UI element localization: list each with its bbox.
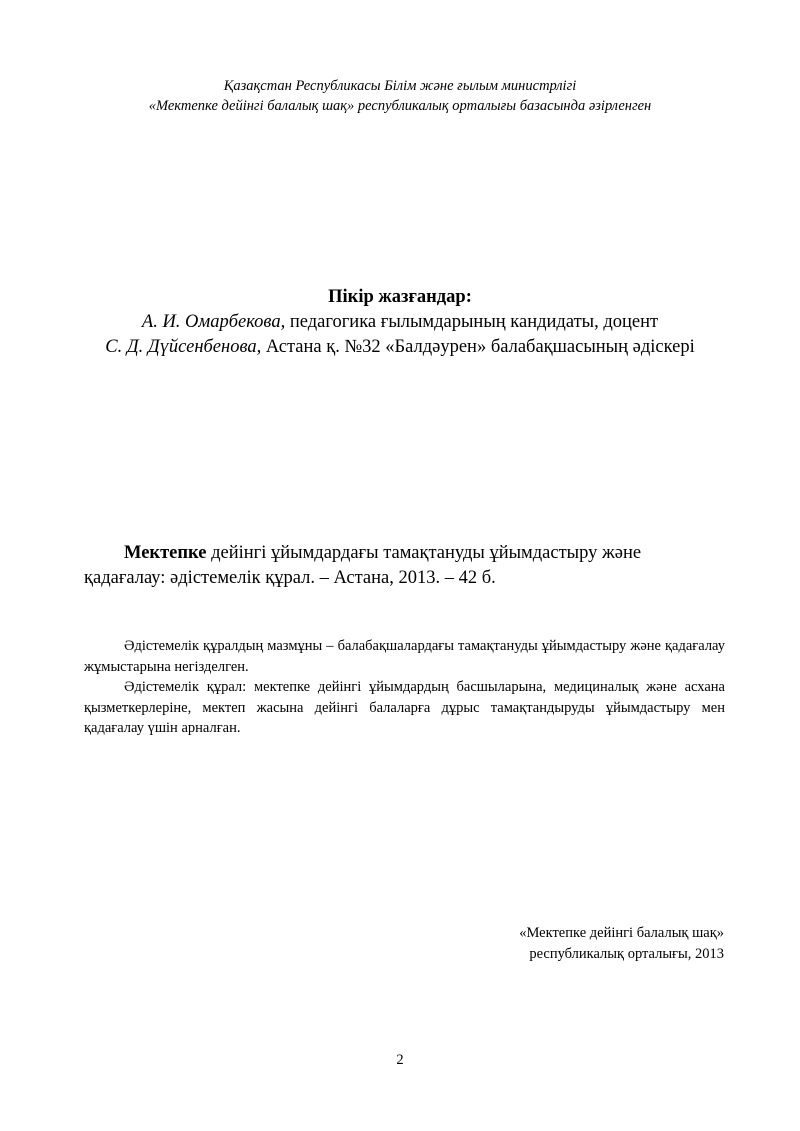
annotation-paragraph: Әдістемелік құралдың мазмұны – балабақшалардағы тамақтануды ұйымдастыру және қадағалау жұмыстарына негізделген.: [84, 638, 725, 675]
biblio-paragraph: [84, 541, 724, 591]
reviewer-entry: [0, 335, 800, 360]
publisher-year: республикалық орталығы, 2013: [529, 945, 724, 962]
publisher-name: «Мектепке дейінгі балалық шақ»: [519, 925, 724, 941]
annotation-paragraph: Әдістемелік құрал: мектепке дейінгі ұйымдардың басшыларына, медициналық және асхана қызметкерлеріне, мектеп жасына дейінгі балаларға дұрыс тамақтандыруды ұйымдастыру мен қадағалау үшін арналған.: [84, 679, 725, 736]
header-center-line: «Мектепке дейінгі балалық шақ» республикалық орталығы базасында әзірленген: [148, 98, 652, 114]
reviewers-block: [0, 285, 800, 360]
page-number: 2: [396, 1052, 404, 1068]
biblio-lead-word: Мектепке: [124, 543, 207, 563]
reviewer-name: А. И. Омарбекова,: [141, 312, 286, 332]
bibliographic-description: [84, 541, 724, 591]
reviewer-name: С. Д. Дүйсенбенова,: [105, 337, 262, 357]
reviewers-title: Пікір жазғандар:: [328, 287, 472, 307]
ministry-header: [0, 76, 800, 116]
reviewer-description: Астана қ. №32 «Балдәурен» балабақшасының әдіскері: [261, 337, 695, 357]
publisher-imprint: [519, 923, 724, 964]
reviewer-description: педагогика ғылымдарының кандидаты, доцент: [285, 312, 659, 332]
biblio-text: дейінгі ұйымдардағы тамақтануды ұйымдастыру және қадағалау: әдістемелік құрал. – Астана, 2013. – 42 б.: [84, 543, 642, 588]
reviewer-entry: [0, 310, 800, 335]
header-ministry-line: Қазақстан Республикасы Білім және ғылым министрлігі: [223, 78, 577, 94]
annotation-block: [84, 636, 725, 739]
